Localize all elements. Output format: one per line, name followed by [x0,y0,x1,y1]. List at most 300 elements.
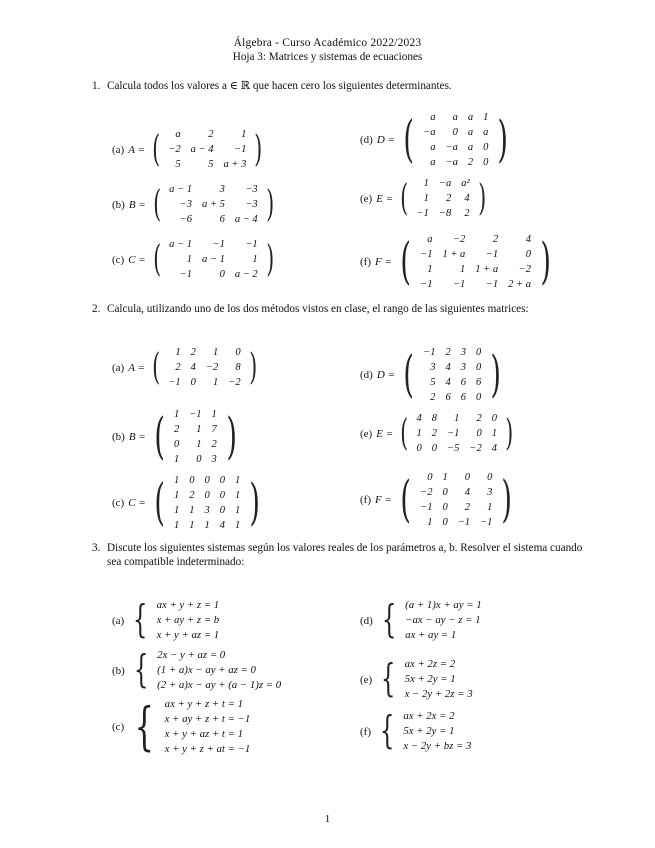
left-paren: ( [154,473,165,532]
matrix-row [412,411,502,426]
matrix-cell: 1 [211,409,217,420]
matrix-name: C = [128,497,146,509]
matrix-cell: 1 [491,428,497,439]
left-paren: ( [403,110,414,169]
matrix-cell: −2 [518,264,531,275]
question-text: Discute los siguientes sistemas según los valores reales de los parámetros a, b. Resolver el sistema cuando sea compatible indeterminado: [107,542,583,568]
matrix-row [418,125,493,140]
matrix-cell: 1 [173,520,180,531]
matrix [418,110,493,170]
left-paren: ( [152,182,161,226]
left-brace: { [379,708,395,754]
equation: x + ay + z = b [156,614,220,626]
left-paren: ( [400,176,409,220]
matrix-cell: 3 [204,505,210,516]
matrix-cell: −2 [228,377,241,388]
matrix-cell: 0 [427,472,433,483]
equation: ax + 2x = 2 [403,710,455,722]
matrix-cell: −a [445,142,458,153]
matrix-cell: 4 [190,362,196,373]
matrix-cell: −1 [485,279,499,290]
equation-system [157,598,220,643]
matrix [169,407,222,467]
matrix-cell: 0 [219,505,225,516]
system-item [360,657,473,702]
matrix-cell: −1 [189,409,202,420]
matrix-cell: 1 [173,490,180,501]
equation: 5x + 2y = 1 [404,673,456,685]
matrix-row [415,277,536,292]
matrix-cell: 1 + a [475,264,499,275]
document-header [0,36,655,64]
matrix-row [415,515,497,530]
matrix-cell: 1 [234,505,241,516]
matrix-cell: 2 [464,502,471,513]
matrix-cell: −2 [420,487,433,498]
equation: x − 2y + 2z = 3 [404,688,473,700]
system-item [112,598,219,643]
matrix-name: B = [128,198,146,211]
item-label: (f) [360,494,371,506]
equation: x + ay + z + t = −1 [164,713,251,725]
matrix-row [412,191,475,206]
matrix-cell: a + 5 [201,199,225,210]
matrix [163,345,245,390]
matrix-cell: a [467,142,474,153]
matrix-cell: 2 [208,129,214,140]
matrix-cell: −1 [480,517,493,528]
matrix-cell: −1 [452,279,466,290]
matrix-row [418,360,486,375]
matrix-name: A = [128,143,145,156]
matrix-cell: 2 [464,208,470,219]
matrix-row [163,345,245,360]
matrix-cell: 1 [460,264,466,275]
left-paren: ( [152,127,161,171]
matrix-cell: 4 [219,520,225,531]
matrix-cell: −1 [420,279,433,290]
matrix-cell: a [430,112,436,123]
left-brace: { [133,597,148,643]
matrix-cell: a² [461,178,470,189]
matrix-cell: 1 [213,347,219,358]
system-item [112,697,250,757]
matrix-cell: a [467,127,474,138]
matrix-cell: 1 [173,454,180,465]
matrix-cell: 1 [442,472,448,483]
matrix-row [412,426,502,441]
matrix-cell: 1 [234,490,241,501]
matrix-cell: 0 [189,475,195,486]
matrix-cell: 0 [487,472,493,483]
matrix-row [163,360,245,375]
equation: x + y + az = 1 [156,629,220,641]
left-paren: ( [152,345,161,389]
matrix-cell: −1 [420,502,433,513]
matrix-cell: −2 [469,443,482,454]
question-number: 1. [92,80,101,92]
equation: (2 + a)x − ay + (a − 1)z = 0 [157,679,282,691]
matrix-cell: 4 [464,193,470,204]
matrix-row [164,267,263,282]
matrix-row [169,503,245,518]
equation: ax + y + z + t = 1 [164,698,243,710]
matrix-cell: −1 [234,144,247,155]
matrix-cell: −3 [245,199,258,210]
matrix-name: E = [376,192,394,205]
system-item [360,709,471,754]
matrix-row [415,500,497,515]
matrix-name: F = [375,256,392,268]
matrix-cell: 3 [460,362,466,373]
matrix-cell: −1 [245,239,258,250]
matrix-cell: −a [445,157,458,168]
item-label: (d) [360,134,373,146]
left-paren: ( [400,232,411,291]
matrix-cell: 2 [189,490,195,501]
matrix-cell: 1 [234,475,241,486]
matrix-cell: 5 [208,159,214,170]
item-label: (a) [112,143,125,156]
matrix [415,232,536,292]
item-label: (c) [112,497,125,509]
item-label: (e) [360,192,373,205]
matrix-cell: 2 [476,413,482,424]
right-paren: ) [477,176,486,220]
item-label: (b) [112,198,125,211]
matrix-cell: 4 [464,487,471,498]
matrix-cell: 4 [491,443,497,454]
matrix-name: D = [376,134,395,146]
matrix-cell: 0 [416,443,422,454]
matrix-row [163,142,251,157]
matrix-cell: 0 [219,269,225,280]
item-label: (b) [112,664,125,677]
equation: 5x + 2y = 1 [403,725,455,737]
matrix-item [112,473,264,533]
matrix-cell: −1 [179,269,192,280]
right-paren: ) [265,182,274,226]
system-item [112,648,281,693]
matrix-cell: a [430,157,436,168]
question-text: Calcula, utilizando uno de los dos métodos vistos en clase, el rango de las siguientes matrices: [107,303,529,315]
item-label: (e) [360,427,373,440]
matrix-cell: 0 [442,502,448,513]
matrix-cell: a − 1 [169,184,192,195]
matrix-cell: −1 [212,239,225,250]
matrix-cell: a − 4 [234,214,258,225]
matrix-cell: 4 [445,377,451,388]
left-brace: { [381,597,397,643]
matrix-cell: 5 [430,377,436,388]
right-paren: ) [226,407,237,466]
matrix-cell: 0 [464,472,471,483]
matrix [412,176,475,221]
matrix-cell: 0 [204,475,210,486]
left-brace: { [134,697,155,757]
left-brace: { [133,647,149,693]
matrix-cell: 4 [525,234,531,245]
matrix-item [360,110,513,170]
item-label: (f) [360,725,371,738]
right-paren: ) [254,127,263,171]
matrix-cell: 1 [189,505,195,516]
matrix-row [415,485,497,500]
matrix-cell: 1 [196,424,202,435]
equation: (a + 1)x + ay = 1 [405,599,482,611]
matrix-row [415,470,497,485]
matrix-cell: 1 [423,178,429,189]
matrix [412,411,502,456]
equation: x + y + z + at = −1 [164,743,251,755]
equation: x − 2y + bz = 3 [403,740,472,752]
equation: (1 + a)x − ay + az = 0 [157,664,256,676]
matrix-cell: 1 [241,129,247,140]
matrix-cell: −a [423,127,436,138]
equation-system [405,657,473,702]
matrix-cell: a [175,129,181,140]
right-paren: ) [505,411,514,455]
equation-system [165,697,251,757]
matrix-cell: 4 [416,413,422,424]
matrix-cell: −8 [438,208,452,219]
matrix-name: A = [128,361,145,374]
matrix-row [169,518,245,533]
matrix-row [412,206,475,221]
equation: −ax − ay − z = 1 [405,614,481,626]
matrix-item [360,232,555,292]
matrix-row [415,247,536,262]
matrix-cell: 6 [219,214,225,225]
matrix-row [412,441,502,456]
matrix-cell: 0 [476,428,482,439]
matrix-row [164,182,263,197]
matrix-cell: 0 [491,413,497,424]
matrix-row [164,237,263,252]
matrix [418,345,486,405]
matrix-cell: −2 [205,362,219,373]
equation: ax + 2z = 2 [404,658,456,670]
matrix-item [112,182,277,227]
matrix-cell: 1 [423,193,429,204]
matrix-cell: 2 [430,392,436,403]
matrix-item [360,470,517,530]
course-title: Álgebra - Curso Académico 2022/2023 [233,37,422,49]
matrix-cell: a [452,112,458,123]
matrix-row [164,197,263,212]
equation: 2x − y + az = 0 [157,649,226,661]
matrix-cell: 8 [235,362,241,373]
matrix-cell: −1 [447,428,460,439]
matrix-cell: 1 [189,520,195,531]
left-paren: ( [403,345,414,404]
matrix [164,237,263,282]
matrix-cell: 0 [476,347,482,358]
matrix-cell: 0 [452,127,458,138]
matrix-cell: 1 [483,112,489,123]
matrix-cell: −1 [420,249,433,260]
matrix-name: D = [376,369,395,381]
matrix-cell: a [483,127,489,138]
matrix-cell: 2 [431,428,438,439]
matrix-item [112,345,260,390]
matrix-cell: −6 [179,214,192,225]
item-label: (a) [112,361,125,374]
page-number: 1 [324,813,331,825]
matrix-cell: a − 1 [169,239,192,250]
matrix-cell: 6 [460,392,466,403]
matrix-cell: 4 [445,362,451,373]
question-text: Calcula todos los valores a ∈ ℝ que hacen cero los siguientes determinantes. [107,80,452,92]
matrix-cell: a − 1 [201,254,225,265]
matrix-cell: −3 [245,184,258,195]
matrix-cell: a [427,234,433,245]
left-paren: ( [400,411,409,455]
right-paren: ) [497,110,509,169]
matrix-row [412,176,475,191]
matrix-row [418,110,493,125]
matrix-cell: 6 [476,377,482,388]
equation: x + y + az + t = 1 [164,728,243,740]
matrix-cell: 2 [445,193,452,204]
matrix-row [163,375,245,390]
matrix-row [418,155,493,170]
matrix-cell: a + 3 [223,159,247,170]
right-paren: ) [265,237,274,281]
matrix-row [169,488,245,503]
matrix-name: E = [376,427,394,440]
matrix-row [163,157,251,172]
matrix-cell: a [467,112,474,123]
matrix-cell: 1 [427,517,433,528]
matrix-cell: 1 [173,475,180,486]
matrix-cell: 2 [175,362,181,373]
matrix-cell: 3 [219,184,225,195]
matrix-cell: 3 [430,362,436,373]
matrix-cell: 0 [196,454,202,465]
matrix-cell: 1 [454,413,460,424]
matrix-row [415,262,536,277]
matrix-cell: 8 [431,413,438,424]
equation-system [157,648,281,693]
matrix-cell: 2 [492,234,499,245]
matrix-cell: 1 [196,439,202,450]
question-number: 3. [92,542,101,554]
matrix-item [360,176,489,221]
matrix [163,127,251,172]
matrix-cell: 1 [173,505,180,516]
matrix-cell: −1 [168,377,181,388]
right-paren: ) [490,345,502,404]
right-paren: ) [248,345,257,389]
matrix-row [169,452,222,467]
matrix-cell: 1 [252,254,258,265]
left-brace: { [381,656,396,702]
matrix [169,473,245,533]
matrix-cell: 2 [445,347,451,358]
item-label: (c) [112,253,125,266]
matrix-cell: 1 [213,377,219,388]
matrix-cell: −5 [447,443,460,454]
sheet-subtitle: Hoja 3: Matrices y sistemas de ecuaciones [232,51,423,63]
matrix-name: B = [128,431,146,443]
matrix-cell: −1 [416,208,429,219]
matrix-cell: 1 + a [442,249,466,260]
item-label: (c) [112,721,125,733]
matrix-name: C = [128,253,146,266]
left-paren: ( [400,470,411,529]
left-paren: ( [154,407,165,466]
matrix-item [360,411,516,456]
matrix-cell: a − 2 [234,269,258,280]
matrix-cell: −2 [168,144,181,155]
matrix-row [164,212,263,227]
matrix-item [112,127,266,172]
right-paren: ) [540,232,551,291]
matrix-cell: 0 [525,249,531,260]
matrix-cell: 2 [211,439,217,450]
matrix-cell: 0 [483,142,489,153]
matrix-item [112,407,241,467]
matrix-cell: 0 [219,490,225,501]
matrix-cell: 1 [487,502,493,513]
matrix-cell: 2 + a [508,279,531,290]
matrix-cell: 7 [211,424,217,435]
matrix-row [418,390,486,405]
matrix-cell: 6 [445,392,451,403]
matrix-cell: 1 [175,347,181,358]
matrix-cell: 0 [173,439,180,450]
matrix-cell: 0 [431,443,438,454]
matrix-row [418,140,493,155]
item-label: (a) [112,614,125,627]
right-paren: ) [249,473,261,532]
matrix-cell: 1 [427,264,433,275]
matrix-cell: 2 [190,347,196,358]
matrix-cell: −1 [485,249,499,260]
matrix-cell: −3 [179,199,192,210]
matrix-cell: 5 [175,159,181,170]
matrix-cell: 0 [483,157,489,168]
item-label: (b) [112,431,125,443]
matrix-cell: −a [438,178,452,189]
matrix-cell: 3 [211,454,217,465]
matrix-cell: 3 [460,347,466,358]
matrix-row [169,473,245,488]
matrix-row [415,232,536,247]
matrix-item [112,237,277,282]
question-number: 2. [92,303,101,315]
matrix-cell: −1 [423,347,436,358]
matrix-cell: 0 [442,487,448,498]
matrix-cell: 2 [173,424,180,435]
matrix-row [169,437,222,452]
matrix-cell: 1 [416,428,422,439]
matrix-item [360,345,505,405]
matrix-cell: a − 4 [190,144,214,155]
equation: ax + ay = 1 [405,629,457,641]
equation-system [403,709,471,754]
matrix-cell: 1 [186,254,192,265]
matrix-cell: −1 [457,517,471,528]
matrix [415,470,497,530]
matrix [164,182,263,227]
matrix-cell: 1 [234,520,241,531]
system-item [360,598,482,643]
matrix-row [169,422,222,437]
right-paren: ) [501,470,513,529]
matrix-cell: 6 [460,377,466,388]
